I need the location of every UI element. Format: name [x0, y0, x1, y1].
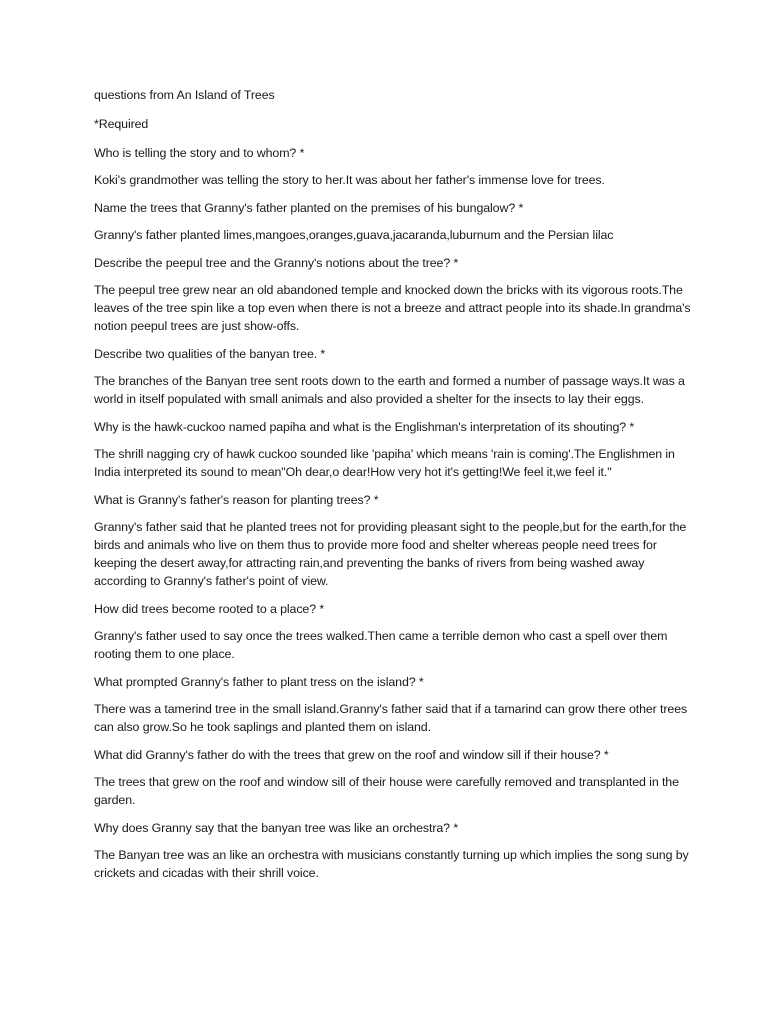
answer-3: The peepul tree grew near an old abandoned temple and knocked down the bricks with its vigorous roots.The leaves of the tree spin like a top even when there is not a breeze and attract people into its shade.In grandma's notion peepul trees are just show-offs.: [94, 283, 691, 333]
document-page: [94, 86, 694, 892]
answer-5: The shrill nagging cry of hawk cuckoo sounded like 'papiha' which means 'rain is coming'.The Englishmen in India interpreted its sound to mean"Oh dear,o dear!How very hot it's getting!We feel it,we feel it.": [94, 447, 675, 479]
answer-6: Granny's father said that he planted trees not for providing pleasant sight to the people,but for the earth,for the birds and animals who live on them thus to provide more food and shelter whereas people need trees for keeping the desert away,for attracting rain,and preventing the banks of rivers from being washed away according to Granny's father's point of view.: [94, 520, 687, 588]
answer-4: The branches of the Banyan tree sent roots down to the earth and formed a number of passage ways.It was a world in itself populated with small animals and also provided a shelter for the insects to lay their eggs.: [94, 374, 685, 406]
question-5: Why is the hawk-cuckoo named papiha and what is the Englishman's interpretation of its shouting? *: [94, 420, 635, 434]
answer-1: Koki's grandmother was telling the story to her.It was about her father's immense love for trees.: [94, 173, 605, 187]
answer-9: The trees that grew on the roof and window sill of their house were carefully removed and transplanted in the garden.: [94, 775, 679, 807]
question-2: Name the trees that Granny's father planted on the premises of his bungalow? *: [94, 201, 524, 215]
question-1: Who is telling the story and to whom? *: [94, 146, 305, 160]
question-10: Why does Granny say that the banyan tree was like an orchestra? *: [94, 821, 459, 835]
answer-7: Granny's father used to say once the trees walked.Then came a terrible demon who cast a spell over them rooting them to one place.: [94, 629, 668, 661]
question-8: What prompted Granny's father to plant tress on the island? *: [94, 675, 424, 689]
answer-8: There was a tamerind tree in the small island.Granny's father said that if a tamarind can grow there other trees can also grow.So he took saplings and planted them on island.: [94, 702, 688, 734]
question-4: Describe two qualities of the banyan tree. *: [94, 347, 326, 361]
document-title: questions from An Island of Trees: [94, 88, 275, 102]
question-7: How did trees become rooted to a place? *: [94, 602, 325, 616]
answer-2: Granny's father planted limes,mangoes,oranges,guava,jacaranda,luburnum and the Persian lilac: [94, 228, 614, 242]
required-note: *Required: [94, 117, 149, 131]
question-9: What did Granny's father do with the trees that grew on the roof and window sill if their house? *: [94, 748, 609, 762]
question-6: What is Granny's father's reason for planting trees? *: [94, 493, 379, 507]
question-3: Describe the peepul tree and the Granny's notions about the tree? *: [94, 256, 459, 270]
answer-10: The Banyan tree was an like an orchestra with musicians constantly turning up which implies the song sung by crickets and cicadas with their shrill voice.: [94, 848, 689, 880]
